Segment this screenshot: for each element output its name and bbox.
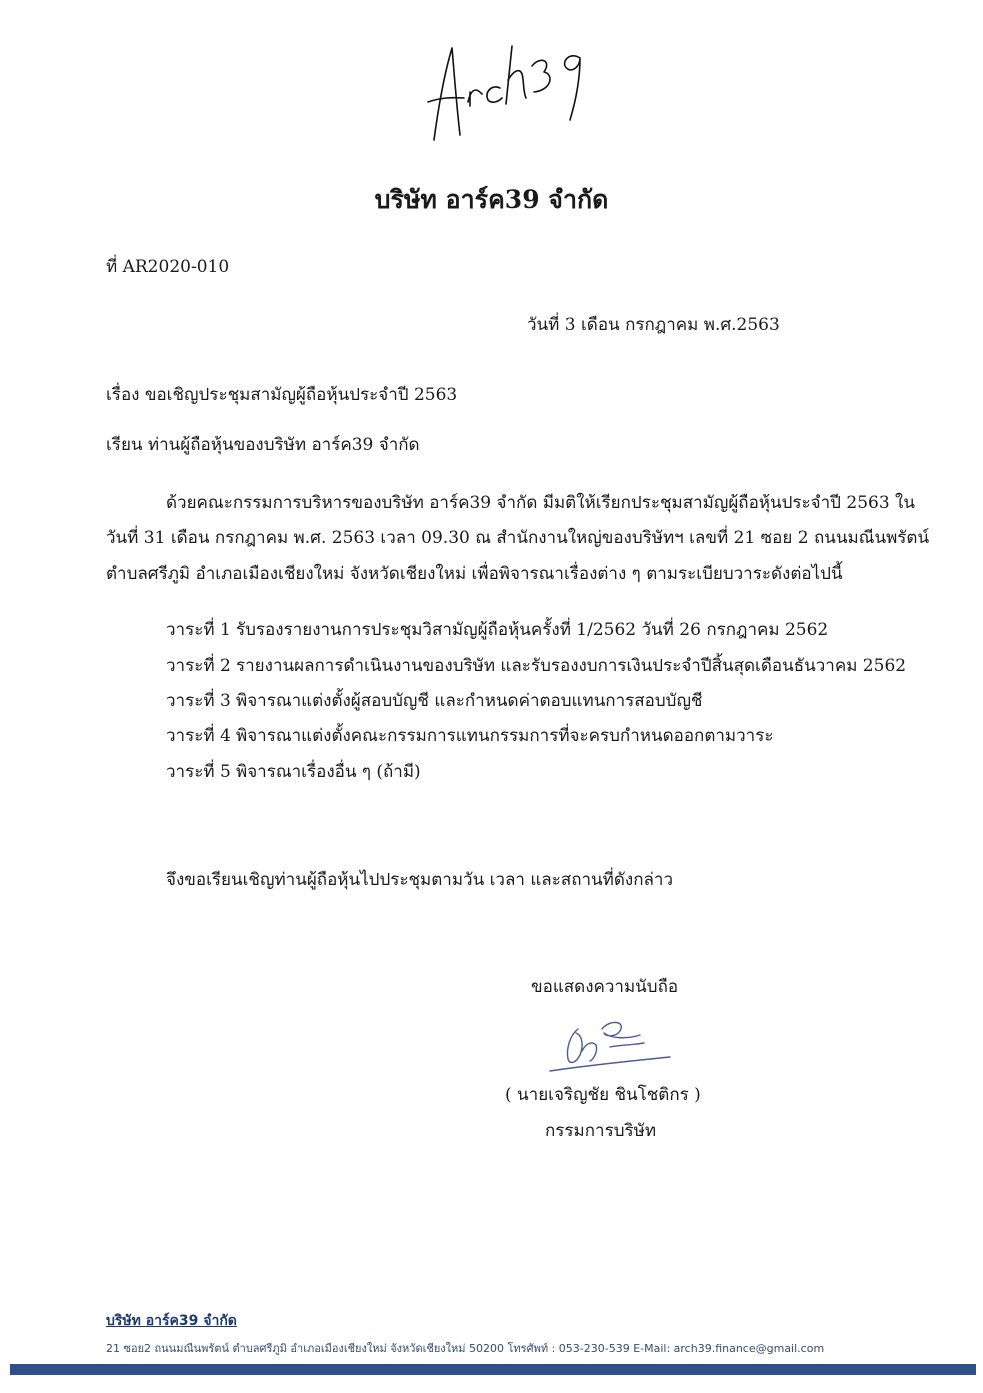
handwritten-signature xyxy=(540,1015,675,1085)
agenda-item xyxy=(166,722,773,749)
agenda-text: พิจารณาแต่งตั้งคณะกรรมการแทนกรรมการที่จะครบกำหนดออกตามวาระ xyxy=(236,726,774,746)
footer-company-name: บริษัท อาร์ค39 จำกัด xyxy=(106,1313,237,1329)
footer-address: 21 ซอย2 ถนนมณีนพรัตน์ ตำบลศรีภูมิ อำเภอเมืองเชียงใหม่ จังหวัดเชียงใหม่ 50200 โทรศัพท์ : 053-230-539 E-Mail: arch39.finance@gmail.com xyxy=(106,1342,825,1355)
signer-title: กรรมการบริษัท xyxy=(545,1121,657,1141)
salutation-line: เรียน ท่านผู้ถือหุ้นของบริษัท อาร์ค39 จำกัด xyxy=(106,435,420,455)
footer-divider-bar xyxy=(10,1364,976,1375)
company-title: บริษัท อาร์ค39 จำกัด xyxy=(374,185,609,214)
agenda-number: วาระที่ 2 xyxy=(166,656,231,676)
agenda-number: วาระที่ 5 xyxy=(166,762,231,782)
regards-line: ขอแสดงความนับถือ xyxy=(531,977,679,997)
body-paragraph-line: วันที่ 31 เดือน กรกฎาคม พ.ศ. 2563 เวลา 09.30 ณ สำนักงานใหญ่ของบริษัทฯ เลขที่ 21 ซอย 2 ถนนมณีนพรัตน์ xyxy=(106,528,930,548)
agenda-number: วาระที่ 4 xyxy=(166,726,231,746)
agenda-text: พิจารณาแต่งตั้งผู้สอบบัญชี และกำหนดค่าตอบแทนการสอบบัญชี xyxy=(236,691,703,711)
agenda-text: พิจารณาเรื่องอื่น ๆ (ถ้ามี) xyxy=(236,762,421,782)
agenda-item xyxy=(166,652,906,679)
agenda-item xyxy=(166,758,421,785)
agenda-item xyxy=(166,616,828,643)
agenda-item xyxy=(166,687,702,714)
agenda-number: วาระที่ 1 xyxy=(166,620,231,640)
agenda-number: วาระที่ 3 xyxy=(166,691,231,711)
body-paragraph-line: ตำบลศรีภูมิ อำเภอเมืองเชียงใหม่ จังหวัดเชียงใหม่ เพื่อพิจารณาเรื่องต่าง ๆ ตามระเบียบวาระดังต่อไปนี้ xyxy=(106,564,843,584)
body-paragraph-line: ด้วยคณะกรรมการบริหารของบริษัท อาร์ค39 จำกัด มีมติให้เรียกประชุมสามัญผู้ถือหุ้นประจำปี 2563 ใน xyxy=(166,493,915,513)
agenda-text: รายงานผลการดำเนินงานของบริษัท และรับรองงบการเงินประจำปีสิ้นสุดเดือนธันวาคม 2562 xyxy=(236,656,907,676)
signer-name: ( นายเจริญชัย ชินโชติกร ) xyxy=(505,1085,701,1105)
document-number: ที่ AR2020-010 xyxy=(106,257,230,277)
arch39-logo xyxy=(420,40,595,145)
agenda-text: รับรองรายงานการประชุมวิสามัญผู้ถือหุ้นครั้งที่ 1/2562 วันที่ 26 กรกฎาคม 2562 xyxy=(236,620,829,640)
closing-line: จึงขอเรียนเชิญท่านผู้ถือหุ้นไปประชุมตามวัน เวลา และสถานที่ดังกล่าว xyxy=(166,870,674,890)
document-date: วันที่ 3 เดือน กรกฎาคม พ.ศ.2563 xyxy=(527,315,780,335)
subject-line: เรื่อง ขอเชิญประชุมสามัญผู้ถือหุ้นประจำปี 2563 xyxy=(106,385,458,405)
